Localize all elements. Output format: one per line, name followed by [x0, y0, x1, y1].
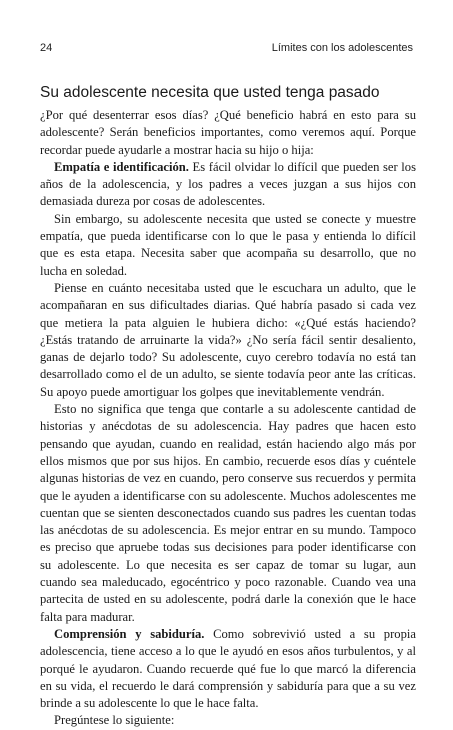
paragraph [40, 211, 416, 280]
paragraph [40, 401, 416, 626]
paragraph [40, 280, 416, 401]
paragraph-text: Piense en cuánto necesitaba usted que le escuchara un adulto, que le acompañaran en sus dificultades diarias. Qué habría pasado si cada vez que metiera la pata alguien le hubiera dicho: «¿Qué estás haciendo? ¿Estás tratando de arruinarte la vida?» ¿No sería fácil sentir desaliento, ganas de dejarlo todo? Su adolescente, cuyo cerebro todavía no está tan desarrollado como el de un adulto, se siente todavía peor ante las críticas. Su apoyo puede amortiguar los golpes que inevitablemente vendrán. [40, 280, 416, 399]
paragraph-text: ¿Por qué desenterrar esos días? ¿Qué beneficio habrá en esto para su adolescente? Serán beneficios importantes, como veremos aquí. Porque recordar puede ayudarle a mostrar hacia su hijo o hija: [40, 108, 416, 157]
paragraph [40, 159, 416, 211]
paragraph-lead: Empatía e identificación. [54, 159, 189, 174]
running-title: Límites con los adolescentes [271, 42, 413, 54]
body-text [40, 107, 416, 730]
section-title: Su adolescente necesita que usted tenga pasado [40, 84, 380, 101]
page-number: 24 [40, 42, 53, 54]
paragraph-text: Como sobrevivió usted a su propia adolescencia, tiene acceso a lo que le ayudó en esos años turbulentos, y al porqué le ayudaron. Cuando recuerde qué fue lo que marcó la diferencia en su vida, el recuerdo le dará comprensión y sabiduría para que a su vez brinde a su adolescente lo que le hace falta. [40, 626, 416, 711]
page-header [40, 42, 413, 58]
paragraph-text: Pregúntese lo siguiente: [54, 713, 175, 728]
paragraph-lead: Comprensión y sabiduría. [54, 626, 205, 641]
paragraph-text: Es fácil olvidar lo difícil que pueden ser los años de la adolescencia, y los padres a veces juzgan a sus hijos con demasiada dureza por cosas de adolescentes. [40, 159, 416, 209]
paragraph-text: Sin embargo, su adolescente necesita que usted se conecte y muestre empatía, que pueda identificarse con lo que le pasa y entienda lo difícil que es esta etapa. Necesita saber que acompaña su desarrollo, que no lucha en soledad. [40, 211, 416, 278]
paragraph [40, 712, 416, 729]
paragraph [40, 107, 416, 159]
paragraph [40, 626, 416, 712]
paragraph-text: Esto no significa que tenga que contarle a su adolescente cantidad de historias y anécdotas de su adolescencia. Hay padres que hacen esto pensando que ayudan, cuando en realidad, están haciendo algo más por ellos mismos que por sus hijos. En cambio, recuerde esos días y cuéntele algunas historias de vez en cuando, pero conserve sus recuerdos y permita que le ayuden a identificarse con su adolescente. Muchos adolescentes me cuentan que se sienten desconectados cuando sus padres les cuentan todas las anécdotas de su adolescencia. Es mejor entrar en su mundo. Tampoco es preciso que apruebe todas sus decisiones para poder identificarse con su adolescente. Lo que necesita es ser capaz de tomar su lugar, aun cuando sea maleducado, egocéntrico y poco razonable. Cuando vea una partecita de usted en su adolescente, podrá darle la conexión que le hace falta para madurar. [40, 402, 416, 624]
